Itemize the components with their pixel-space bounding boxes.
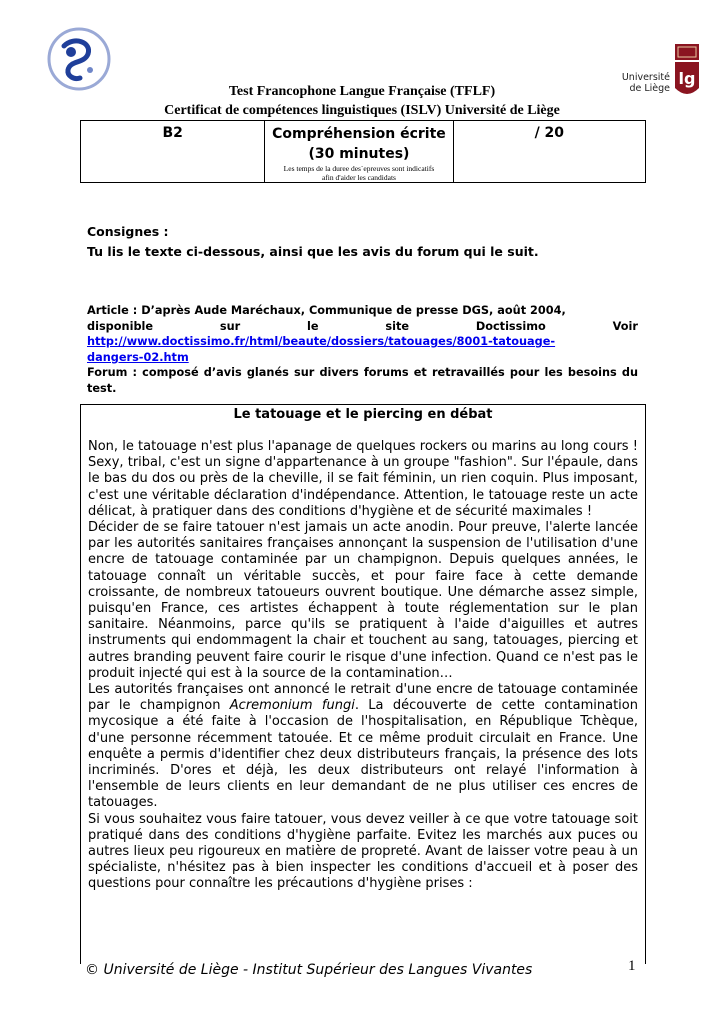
duration-note-1: Les temps de la duree des`epreuves sont indicatifs <box>283 164 435 173</box>
instructions-label: Consignes : <box>87 224 169 239</box>
section-duration: (30 minutes) <box>308 146 410 162</box>
word: site <box>385 319 410 333</box>
shield-icon <box>674 42 700 102</box>
article-source: Article : D’après Aude Maréchaux, Communique de presse DGS, août 2004, <box>87 304 566 317</box>
section-title: Compréhension écrite <box>272 126 446 142</box>
word: Voir <box>612 319 638 333</box>
reading-body <box>88 439 638 893</box>
paragraph-text: Les autorités françaises ont annoncé le retrait d'une encre de tatouage contaminée par le champignon <box>88 682 638 714</box>
page-number: 1 <box>628 958 636 974</box>
word: disponible <box>87 319 154 333</box>
level-label: B2 <box>162 125 183 141</box>
word: le <box>307 319 319 333</box>
species-name: Acremonium fungi <box>229 698 355 714</box>
header-subtitle: Certificat de compétences linguistiques (ISLV) Université de Liège <box>164 103 560 118</box>
instructions-text: Tu lis le texte ci-dessous, ainsi que les avis du forum qui le suit. <box>87 244 539 259</box>
article-availability <box>87 319 638 335</box>
logo-text-line1: Université <box>621 72 670 83</box>
forum-note: Forum : composé d’avis glanés sur divers forums et retravaillés pour les besoins du test. <box>87 366 638 395</box>
header-title: Test Francophone Langue Française (TFLF) <box>228 84 496 99</box>
paragraph: Décider de se faire tatouer n'est jamais un acte anodin. Pour preuve, l'alerte lancée par les autorités sanitaires françaises annonçant la suspension de l'utilisation d'une encre de tatouage contaminée par un champignon. Depuis quelques années, le tatouage connaît un véritable succès, et pour faire face à cette demande croissante, de nombreux tatoueurs ouvrent boutique. Une démarche assez simple, puisqu'en France, ces artistes échappent à toute réglementation sur le plan sanitaire. Néanmoins, parce qu'ils se pratiquent à l'aide d'aiguilles et autres instruments qui endommagent la chair et touchent au sang, tatouages, piercing et autres branding peuvent faire courir le risque d'une infection. Quand ce n'est pas le produit injecté qui est à la source de la contamination… <box>88 520 638 681</box>
level-cell <box>81 121 265 183</box>
svg-text:lg: lg <box>678 69 696 88</box>
duration-note-2: afin d'aider les candidats <box>321 173 396 182</box>
footer-copyright: © Université de Liège - Institut Supérieur des Langues Vivantes <box>85 962 533 978</box>
word: sur <box>219 319 241 333</box>
score-label: / 20 <box>534 125 565 141</box>
score-table <box>80 120 646 183</box>
article-link-line1[interactable]: http://www.doctissimo.fr/html/beaute/dossiers/tatouages/8001-tatouage- <box>87 335 556 348</box>
logo-text-line2: de Liège <box>629 83 670 94</box>
reading-title: Le tatouage et le piercing en débat <box>233 407 493 422</box>
reading-text-box <box>80 404 646 964</box>
paragraph: Si vous souhaitez vous faire tatouer, vous devez veiller à ce que votre tatouage soit pratiqué dans des conditions d'hygiène parfaite. Evitez les marchés aux puces ou autres lieux peu rigoureux en matière de propreté. Avant de laisser votre peau à un spécialiste, n'hésitez pas à bien inspecter les conditions d'accueil et à poser des questions pour connaître les précautions d'hygiène prises : <box>88 811 638 892</box>
article-link-line2[interactable]: dangers-02.htm <box>87 350 189 364</box>
paragraph-text: . La découverte de cette contamination mycosique a été faite à l'occasion de l'hospitalisation, en République Tchèque, d'une personne récemment tatouée. Et ce même produit circulait en France. Une enquête a permis d'identifier chez deux distributeurs français, la présence des lots incriminés. D'ores et déjà, les deux distributeurs ont relayé l'information à l'ensemble de leurs clients en leur demandant de ne plus utiliser ces encres de tatouages. <box>88 698 638 811</box>
word: Doctissimo <box>475 319 546 333</box>
section-cell <box>265 121 453 183</box>
article-reference <box>87 303 638 396</box>
paragraph <box>88 682 638 812</box>
article-link[interactable] <box>87 335 555 364</box>
instructions <box>87 222 539 262</box>
score-cell <box>453 121 645 183</box>
paragraph: Non, le tatouage n'est plus l'apanage de quelques rockers ou marins au long cours ! Sexy, tribal, c'est un signe d'appartenance à un groupe "fashion". Sur l'épaule, dans le bas du dos ou près de la cheville, il se fait féminin, un rien coquin. Plus imposant, c'est une véritable déclaration d'indépendance. Attention, le tatouage reste un acte délicat, à pratiquer dans des conditions d'hygiène et de sécurité maximales ! <box>88 439 638 519</box>
